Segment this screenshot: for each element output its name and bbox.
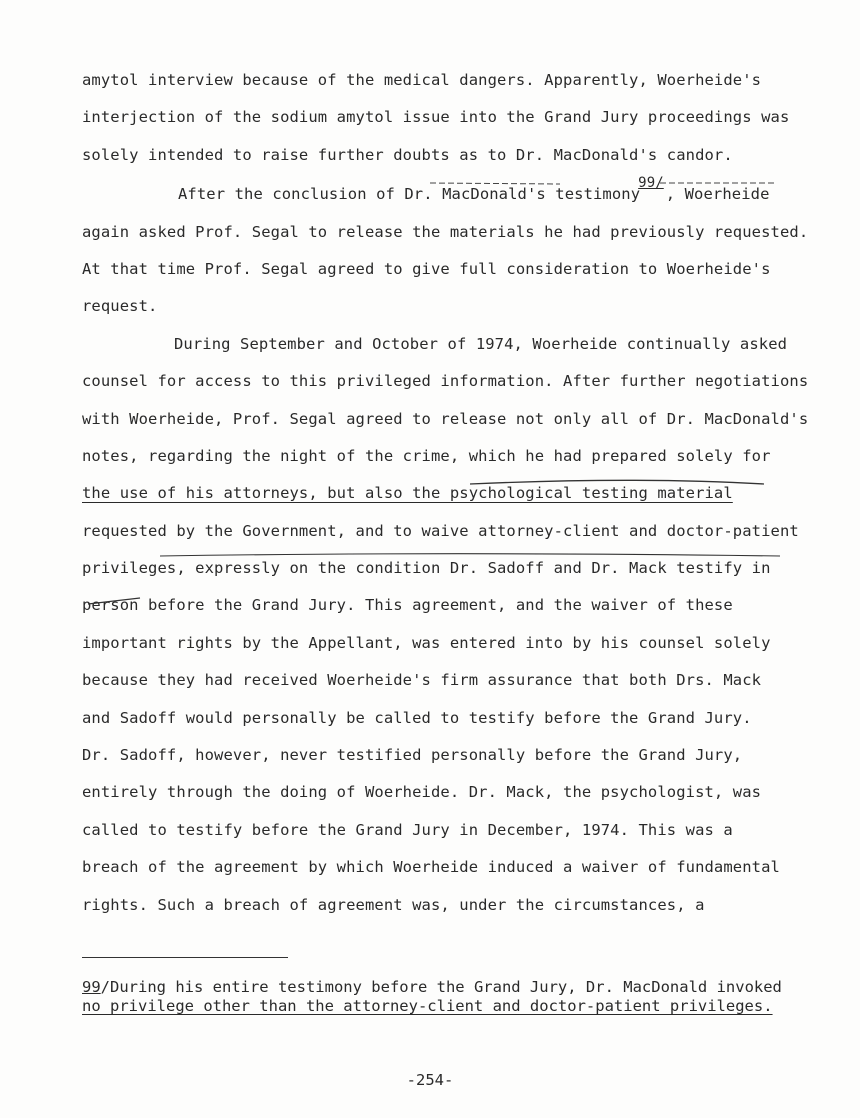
footnote-line: no privilege other than the attorney-client and doctor-patient privileges. bbox=[82, 997, 773, 1015]
text-line: counsel for access to this privileged information. After further negotiations bbox=[82, 372, 809, 391]
text-line: request. bbox=[82, 297, 158, 316]
text-line: person before the Grand Jury. This agreement, and the waiver of these bbox=[82, 596, 733, 615]
text-line: rights. Such a breach of agreement was, under the circumstances, a bbox=[82, 895, 705, 914]
text-fragment: , Woerheide bbox=[665, 185, 770, 204]
paragraph-2-first-line bbox=[82, 176, 818, 213]
text-line: again asked Prof. Segal to release the materials he had previously requested. bbox=[82, 222, 809, 241]
text-line: At that time Prof. Segal agreed to give full consideration to Woerheide's bbox=[82, 259, 771, 278]
text-line: requested by the Government, and to waive attorney-client and doctor-patient bbox=[82, 521, 799, 540]
page-number: -254- bbox=[406, 1071, 454, 1089]
text-line: amytol interview because of the medical dangers. Apparently, Woerheide's bbox=[82, 71, 762, 89]
text-line: During September and October of 1974, Woerheide continually asked bbox=[174, 334, 788, 353]
text-line: entirely through the doing of Woerheide. Dr. Mack, the psychologist, was bbox=[82, 783, 762, 802]
text-line: and Sadoff would personally be called to testify before the Grand Jury. bbox=[82, 708, 752, 727]
body-text bbox=[82, 62, 818, 924]
text-line: notes, regarding the night of the crime, which he had prepared solely for bbox=[82, 446, 771, 465]
text-line: because they had received Woerheide's firm assurance that both Drs. Mack bbox=[82, 671, 762, 690]
text-line: solely intended to raise further doubts as to Dr. MacDonald's candor. bbox=[82, 145, 733, 164]
text-line: interjection of the sodium amytol issue into the Grand Jury proceedings was bbox=[82, 108, 790, 127]
text-line: with Woerheide, Prof. Segal agreed to release not only all of Dr. MacDonald's bbox=[82, 409, 809, 428]
text-fragment: After the conclusion of Dr. MacDonald's testimony bbox=[178, 185, 641, 204]
underlined-text-line: the use of his attorneys, but also the psychological testing material bbox=[82, 484, 733, 503]
footnote-line bbox=[82, 978, 812, 997]
text-line: called to testify before the Grand Jury in December, 1974. This was a bbox=[82, 820, 733, 839]
footnote bbox=[82, 978, 812, 1016]
footnote-divider bbox=[82, 957, 288, 958]
footnote-text: /During his entire testimony before the Grand Jury, Dr. MacDonald invoked bbox=[100, 978, 782, 996]
text-line: breach of the agreement by which Woerheide induced a waiver of fundamental bbox=[82, 858, 780, 877]
footnote-reference: 99/ bbox=[638, 175, 664, 192]
text-line: privileges, expressly on the condition Dr. Sadoff and Dr. Mack testify in bbox=[82, 559, 771, 578]
text-line: Dr. Sadoff, however, never testified personally before the Grand Jury, bbox=[82, 746, 743, 765]
text-line: important rights by the Appellant, was entered into by his counsel solely bbox=[82, 633, 771, 652]
footnote-mark: 99 bbox=[82, 978, 101, 996]
